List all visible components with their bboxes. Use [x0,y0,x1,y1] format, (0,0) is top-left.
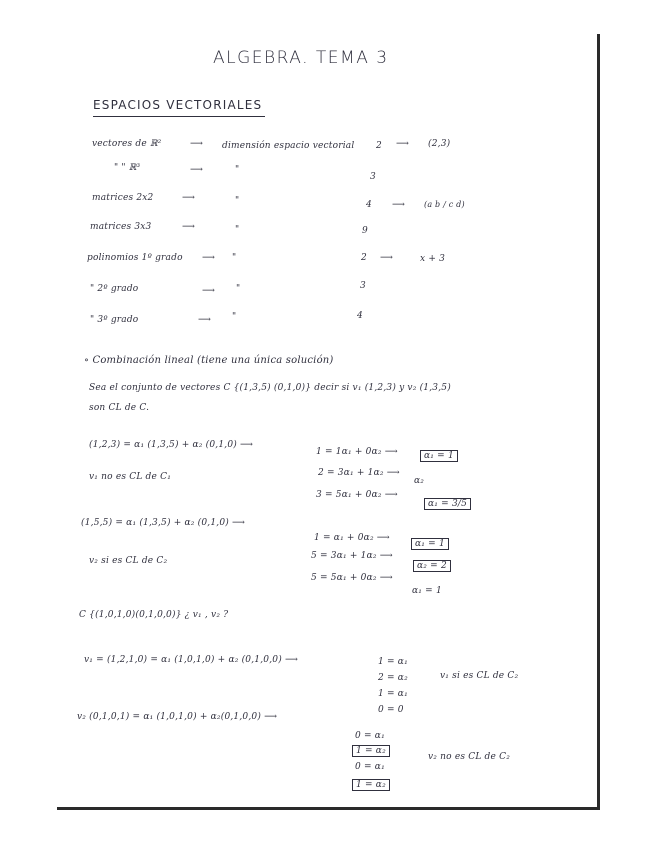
comb-title: ∘ Combinación lineal (tiene una única solución) [84,355,334,366]
eq1-line-1: 1 = 1α₁ + 0α₂ ⟶ [316,447,398,457]
row-5-desc: " [232,253,237,263]
eq2-line-1: 1 = α₁ + 0α₂ ⟶ [314,533,390,543]
row-6-dim: 3 [360,281,366,291]
eq1-line-2: 2 = 3α₁ + 1α₂ ⟶ [318,468,400,478]
eq3-line-2: 2 = α₂ [378,673,408,683]
eq3-conclusion: v₁ si es CL de C₂ [440,671,519,681]
row-3-label: matrices 2x2 [92,193,154,203]
row-1-dim: 2 [376,141,382,151]
row-5-dim: 2 [361,253,367,263]
row-2-dim: 3 [370,172,376,182]
eq4-line-3: 0 = α₁ [355,762,385,772]
eq4-main: v₂ (0,1,0,1) = α₁ (1,0,1,0) + α₂(0,1,0,0) ⟶ [77,712,278,722]
eq1-conclusion: v₁ no es CL de C₁ [89,472,172,482]
statement-line-1: Sea el conjunto de vectores C {(1,3,5) (0,1,0)} decir si v₁ (1,2,3) y v₂ (1,3,5) [89,383,451,393]
row-7-dim: 4 [357,311,363,321]
eq1-box-3: α₁ = 3/5 [424,498,471,510]
row-3-dim: 4 [366,200,372,210]
eq2-main: (1,5,5) = α₁ (1,3,5) + α₂ (0,1,0) ⟶ [81,518,246,528]
statement-line-2: son CL de C. [89,403,150,413]
eq4-box-1: 1 = α₂ [352,745,390,757]
row-1-arrow2: ⟶ [396,139,410,149]
eq4-line-1: 0 = α₁ [355,731,385,741]
eq3-main: v₁ = (1,2,1,0) = α₁ (1,0,1,0) + α₂ (0,1,0,0) ⟶ [84,655,299,665]
eq4-conclusion: v₂ no es CL de C₂ [428,752,511,762]
row-7-label: " 3º grado [90,315,139,325]
row-5-label: polinomios 1º grado [87,253,183,263]
row-1-example: (2,3) [428,139,451,149]
eq3-line-4: 0 = 0 [378,705,404,715]
row-4-label: matrices 3x3 [90,222,152,232]
eq2-line-3: 5 = 5α₁ + 0α₂ ⟶ [311,573,393,583]
eq2-conclusion: v₂ si es CL de C₂ [89,556,168,566]
row-1-desc: dimensión espacio vectorial [222,141,355,151]
row-1-label: vectores de ℝ² [92,139,162,149]
eq2-line-2: 5 = 3α₁ + 1α₂ ⟶ [311,551,393,561]
row-4-arrow: ⟶ [182,222,196,232]
row-2-arrow: ⟶ [190,165,204,175]
row-4-dim: 9 [362,226,368,236]
row-6-desc: " [236,284,241,294]
eq1-box-2: α₂ [414,476,425,486]
section-underline [93,116,265,117]
row-5-example: x + 3 [420,254,446,264]
row-4-desc: " [235,225,240,235]
set3: C {(1,0,1,0)(0,1,0,0)} ¿ v₁ , v₂ ? [79,610,229,620]
eq4-box-2: 1 = α₂ [352,779,390,791]
eq2-box-3: α₁ = 1 [412,586,442,596]
row-6-arrow: ⟶ [202,286,216,296]
eq1-box-1: α₁ = 1 [420,450,458,462]
eq2-box-1: α₁ = 1 [411,538,449,550]
row-3-desc: " [235,196,240,206]
eq1-line-3: 3 = 5α₁ + 0α₂ ⟶ [316,490,398,500]
row-7-desc: " [232,312,237,322]
eq3-line-1: 1 = α₁ [378,657,408,667]
section-heading: ESPACIOS VECTORIALES [93,98,263,112]
row-3-arrow: ⟶ [182,193,196,203]
row-2-desc: " [235,165,240,175]
row-3-example: (a b / c d) [424,200,465,209]
page-title: ALGEBRA. TEMA 3 [213,48,389,68]
eq3-line-3: 1 = α₁ [378,689,408,699]
row-5-arrow: ⟶ [202,253,216,263]
row-6-label: " 2º grado [90,284,139,294]
row-2-label: " " ℝ³ [114,163,141,173]
row-5-arrow2: ⟶ [380,253,394,263]
row-7-arrow: ⟶ [198,315,212,325]
row-1-arrow: ⟶ [190,139,204,149]
row-3-arrow2: ⟶ [392,200,406,210]
eq1-main: (1,2,3) = α₁ (1,3,5) + α₂ (0,1,0) ⟶ [89,440,254,450]
eq2-box-2: α₂ = 2 [413,560,451,572]
